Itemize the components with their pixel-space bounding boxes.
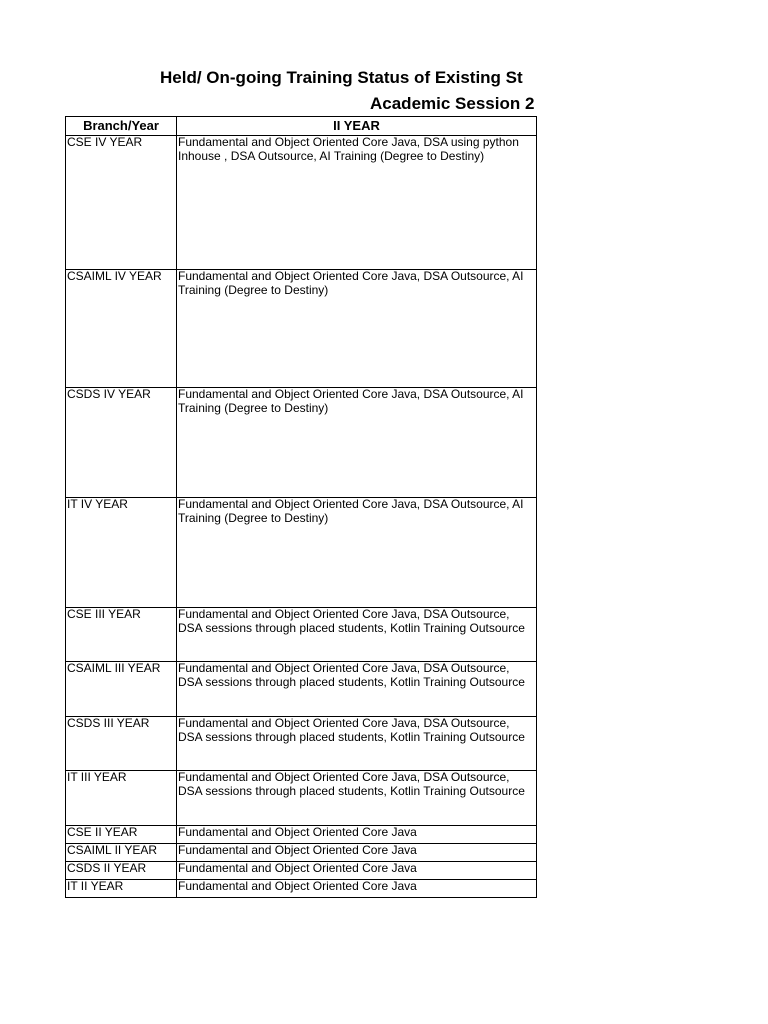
branch-cell: CSDS IV YEAR bbox=[66, 388, 177, 498]
table-row bbox=[66, 608, 537, 662]
branch-cell: IT III YEAR bbox=[66, 771, 177, 826]
branch-cell: CSDS II YEAR bbox=[66, 862, 177, 880]
table-header-row bbox=[66, 117, 537, 136]
column-header-branch-year: Branch/Year bbox=[66, 117, 177, 136]
table-row bbox=[66, 136, 537, 270]
document-title: Held/ On-going Training Status of Existing St bbox=[160, 68, 523, 87]
branch-cell: CSAIML IV YEAR bbox=[66, 270, 177, 388]
table-row bbox=[66, 498, 537, 608]
table-row bbox=[66, 862, 537, 880]
table-row bbox=[66, 717, 537, 771]
table-row bbox=[66, 844, 537, 862]
training-cell: Fundamental and Object Oriented Core Java, DSA Outsource, DSA sessions through placed students, Kotlin Training Outsource bbox=[177, 662, 537, 717]
training-cell: Fundamental and Object Oriented Core Java bbox=[177, 880, 537, 898]
training-status-table bbox=[65, 116, 537, 898]
table-row bbox=[66, 880, 537, 898]
branch-cell: IT II YEAR bbox=[66, 880, 177, 898]
table-row bbox=[66, 826, 537, 844]
branch-cell: CSE III YEAR bbox=[66, 608, 177, 662]
training-cell: Fundamental and Object Oriented Core Java, DSA Outsource, DSA sessions through placed students, Kotlin Training Outsource bbox=[177, 771, 537, 826]
training-cell: Fundamental and Object Oriented Core Java bbox=[177, 844, 537, 862]
academic-session-title: Academic Session 2 bbox=[370, 94, 535, 113]
table-row bbox=[66, 270, 537, 388]
branch-cell: CSAIML III YEAR bbox=[66, 662, 177, 717]
training-cell: Fundamental and Object Oriented Core Java bbox=[177, 826, 537, 844]
table-row bbox=[66, 388, 537, 498]
branch-cell: CSE IV YEAR bbox=[66, 136, 177, 270]
branch-cell: CSDS III YEAR bbox=[66, 717, 177, 771]
training-cell: Fundamental and Object Oriented Core Java, DSA using python Inhouse , DSA Outsource, AI Training (Degree to Destiny) bbox=[177, 136, 537, 270]
table-row bbox=[66, 771, 537, 826]
branch-cell: IT IV YEAR bbox=[66, 498, 177, 608]
table-row bbox=[66, 662, 537, 717]
column-header-ii-year: II YEAR bbox=[177, 117, 537, 136]
branch-cell: CSAIML II YEAR bbox=[66, 844, 177, 862]
training-cell: Fundamental and Object Oriented Core Java, DSA Outsource, DSA sessions through placed students, Kotlin Training Outsource bbox=[177, 608, 537, 662]
training-cell: Fundamental and Object Oriented Core Java, DSA Outsource, DSA sessions through placed students, Kotlin Training Outsource bbox=[177, 717, 537, 771]
branch-cell: CSE II YEAR bbox=[66, 826, 177, 844]
training-cell: Fundamental and Object Oriented Core Java bbox=[177, 862, 537, 880]
training-cell: Fundamental and Object Oriented Core Java, DSA Outsource, AI Training (Degree to Destiny) bbox=[177, 498, 537, 608]
training-cell: Fundamental and Object Oriented Core Java, DSA Outsource, AI Training (Degree to Destiny) bbox=[177, 270, 537, 388]
training-cell: Fundamental and Object Oriented Core Java, DSA Outsource, AI Training (Degree to Destiny) bbox=[177, 388, 537, 498]
